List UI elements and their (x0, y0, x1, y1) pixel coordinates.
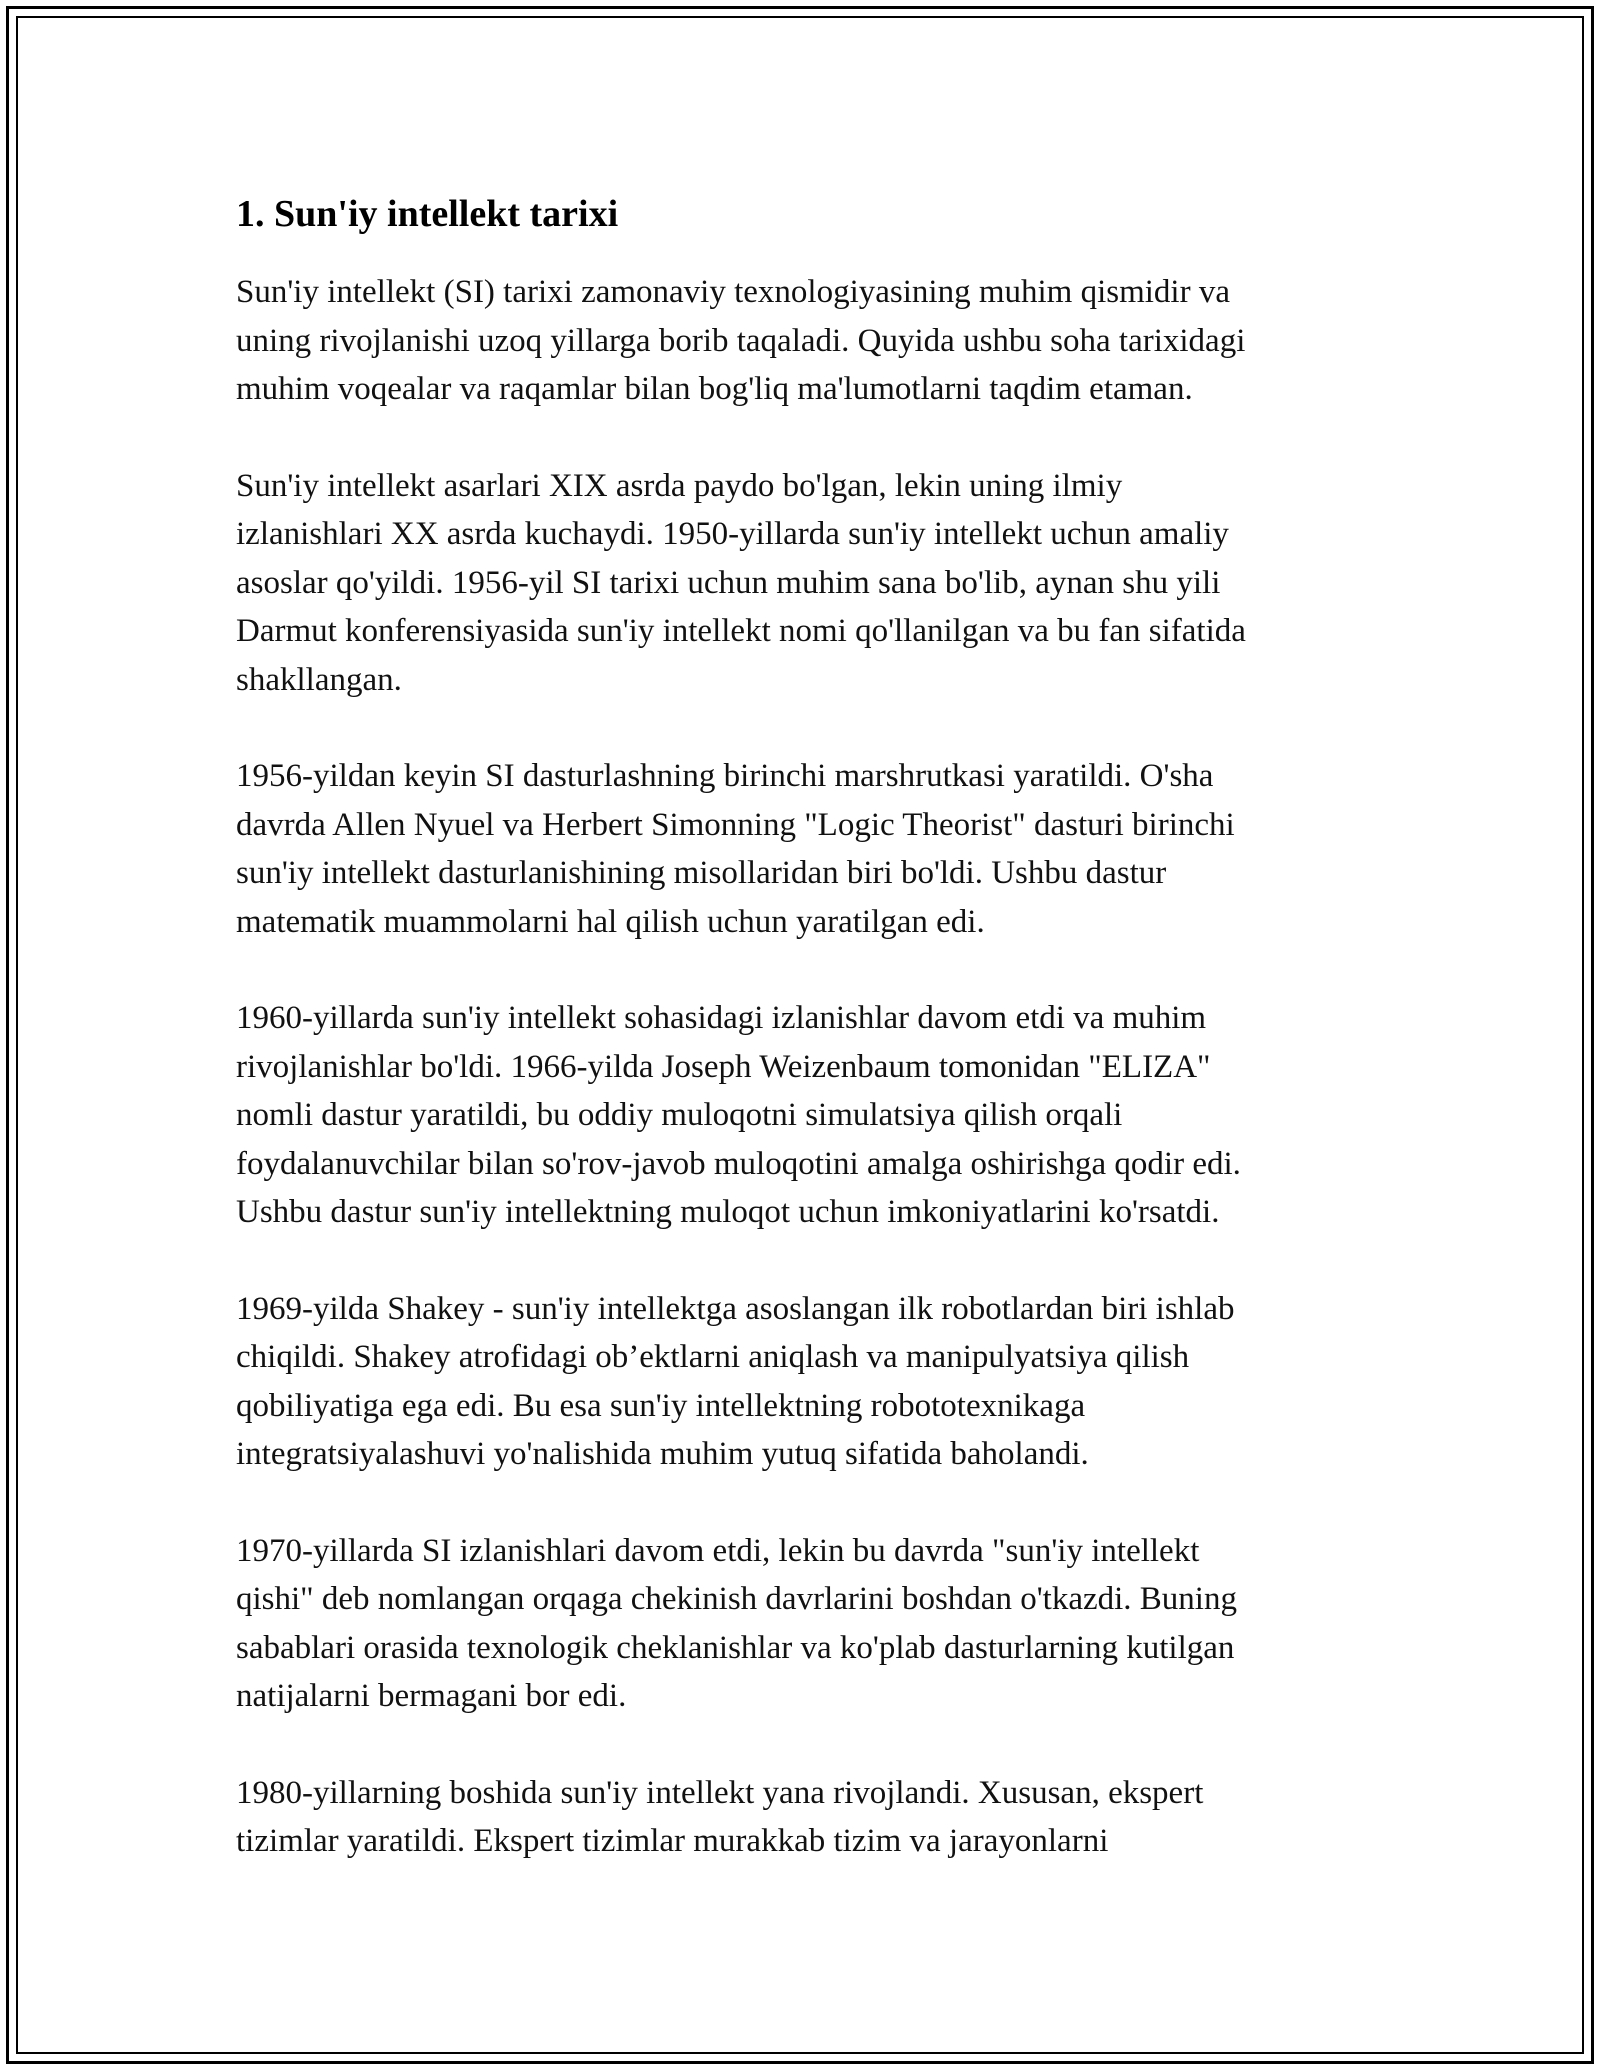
paragraph-ai-winter: 1970-yillarda SI izlanishlari davom etdi, lekin bu davrda "sun'iy intellekt qishi" deb nomlangan orqaga chekinish davrlarini boshdan o'tkazdi. Buning sabablari orasida texnologik cheklanishlar va ko'plab dasturlarning kutilgan natijalarni bermagani bor edi. (236, 1532, 1237, 1714)
paragraph-intro: Sun'iy intellekt (SI) tarixi zamonaviy texnologiyasining muhim qismidir va uning rivojlanishi uzoq yillarga borib taqaladi. Quyida ushbu soha tarixidagi muhim voqealar va raqamlar bilan bog'liq ma'lumotlarni taqdim etaman. (236, 274, 1246, 407)
paragraph-eliza: 1960-yillarda sun'iy intellekt sohasidagi izlanishlar davom etdi va muhim rivojlanishlar bo'ldi. 1966-yilda Joseph Weizenbaum tomonidan "ELIZA" nomli dastur yaratildi, bu oddiy muloqotni simulatsiya qilish orqali foydalanuvchilar bilan so'rov-javob muloqotini amalga oshirishga qodir edi. Ushbu dastur sun'iy intellektning muloqot uchun imkoniyatlarini ko'rsatdi. (236, 1000, 1241, 1230)
paragraph-origins: Sun'iy intellekt asarlari XIX asrda paydo bo'lgan, lekin uning ilmiy izlanishlari XX asrda kuchaydi. 1950-yillarda sun'iy intellekt uchun amaliy asoslar qo'yildi. 1956-yil SI tarixi uchun muhim sana bo'lib, aynan shu yili Darmut konferensiyasida sun'iy intellekt nomi qo'llanilgan va bu fan sifatida shakllangan. (236, 467, 1246, 698)
paragraph-shakey: 1969-yilda Shakey - sun'iy intellektga asoslangan ilk robotlardan biri ishlab chiqildi. Shakey atrofidagi ob’ektlarni aniqlash va manipulyatsiya qilish qobiliyatiga ega edi. Bu esa sun'iy intellektning robototexnikaga integratsiyalashuvi yo'nalishida muhim yutuq sifatida baholandi. (236, 1290, 1235, 1472)
paragraph-logic-theorist: 1956-yildan keyin SI dasturlashning birinchi marshrutkasi yaratildi. O'sha davrda Allen Nyuel va Herbert Simonning "Logic Theorist" dasturi birinchi sun'iy intellekt dasturlanishining misollaridan biri bo'ldi. Ushbu dastur matematik muammolarni hal qilish uchun yaratilgan edi. (236, 758, 1235, 940)
document-body (236, 188, 1366, 1866)
paragraph-expert-systems: 1980-yillarning boshida sun'iy intellekt yana rivojlandi. Xususan, ekspert tizimlar yaratildi. Ekspert tizimlar murakkab tizim va jarayonlarni (236, 1774, 1204, 1859)
section-heading: 1. Sun'iy intellekt tarixi (236, 193, 619, 235)
